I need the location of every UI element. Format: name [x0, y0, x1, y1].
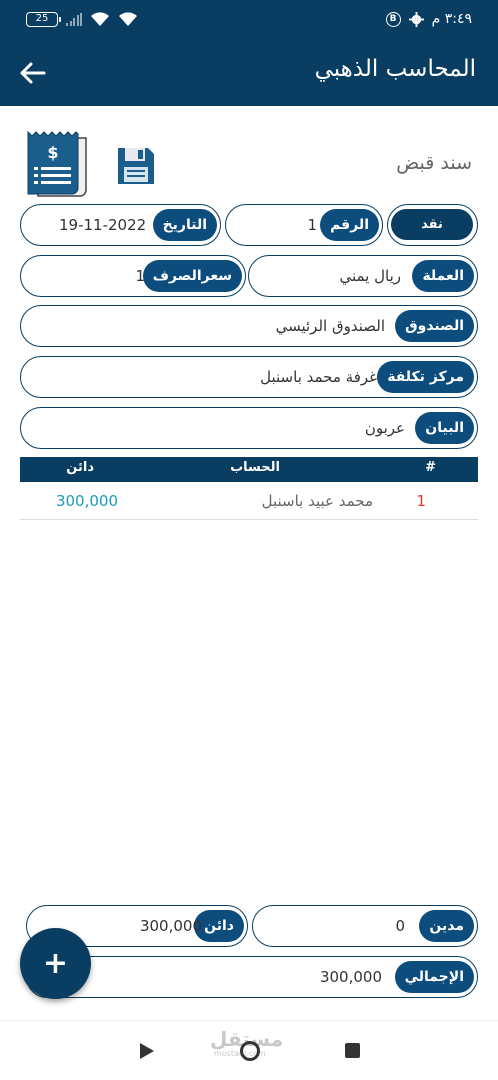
document-title: سند قبض — [396, 152, 472, 174]
watermark-subtext: mostaql.com — [214, 1049, 266, 1058]
app-bar — [0, 40, 498, 106]
currency-field[interactable] — [248, 255, 478, 297]
exchange-rate-label: سعرالصرف — [143, 260, 242, 292]
cost-center-label: مركز تكلفة — [377, 361, 474, 393]
total-label: الإجمالي — [395, 961, 474, 993]
payment-type-toggle[interactable] — [387, 204, 478, 246]
credit-value: 300,000 — [139, 917, 202, 935]
wifi-icon — [90, 12, 110, 27]
table-header — [20, 457, 478, 482]
fund-field[interactable] — [20, 305, 478, 347]
exchange-rate-value: 1 — [135, 267, 145, 285]
system-nav-bar — [0, 1020, 498, 1080]
header-index: # — [425, 460, 436, 475]
credit-label: دائن — [194, 910, 244, 942]
currency-value: ريال يمني — [339, 267, 401, 285]
grand-total-field — [26, 956, 478, 998]
exchange-rate-field[interactable] — [20, 255, 246, 297]
status-bar — [0, 0, 498, 40]
cost-center-value: غرفة محمد باسنبل — [260, 368, 377, 386]
battery-icon: 25 — [26, 12, 58, 27]
clock: ٣:٤٩ م — [431, 11, 472, 27]
settings-gear-icon — [409, 12, 424, 27]
nav-home-icon[interactable] — [240, 1041, 260, 1061]
statement-field[interactable] — [20, 407, 478, 449]
fund-label: الصندوق — [395, 310, 474, 342]
status-left — [26, 12, 138, 27]
total-value: 300,000 — [319, 968, 382, 986]
back-arrow-icon[interactable] — [18, 58, 48, 88]
statement-value: عربون — [364, 419, 405, 437]
wifi-icon-2 — [118, 12, 138, 27]
date-field[interactable] — [20, 204, 221, 246]
number-value: 1 — [307, 216, 317, 234]
debit-value: 0 — [395, 917, 405, 935]
number-field[interactable] — [225, 204, 383, 246]
nav-recent-apps-icon[interactable] — [345, 1043, 360, 1058]
cost-center-field[interactable] — [20, 356, 478, 398]
svg-text:$: $ — [47, 143, 59, 162]
header-account: الحساب — [230, 460, 280, 475]
signal-icon — [66, 13, 82, 26]
receipt-icon[interactable] — [24, 130, 90, 198]
row-account: محمد عبيد باسنبل — [261, 492, 373, 510]
debit-label: مدين — [419, 910, 474, 942]
app-title: المحاسب الذهبي — [314, 56, 476, 82]
watermark-text: مستقل — [210, 1027, 284, 1051]
statement-label: البيان — [415, 412, 474, 444]
nav-back-icon[interactable] — [140, 1043, 154, 1059]
currency-label: العملة — [412, 260, 474, 292]
add-entry-button[interactable]: + — [20, 928, 91, 999]
status-right — [386, 11, 472, 27]
fund-value: الصندوق الرئيسي — [275, 317, 385, 335]
header-credit: دائن — [66, 460, 94, 475]
debit-total-field — [252, 905, 478, 947]
b-badge-icon: B — [386, 12, 401, 27]
cash-label: نقد — [391, 209, 473, 240]
date-label: التاريخ — [153, 209, 217, 241]
row-index: 1 — [416, 492, 426, 510]
table-row[interactable] — [20, 484, 478, 520]
save-icon[interactable] — [116, 146, 156, 186]
date-value: 19-11-2022 — [59, 216, 147, 234]
row-credit: 300,000 — [55, 492, 118, 510]
number-label: الرقم — [320, 209, 379, 241]
